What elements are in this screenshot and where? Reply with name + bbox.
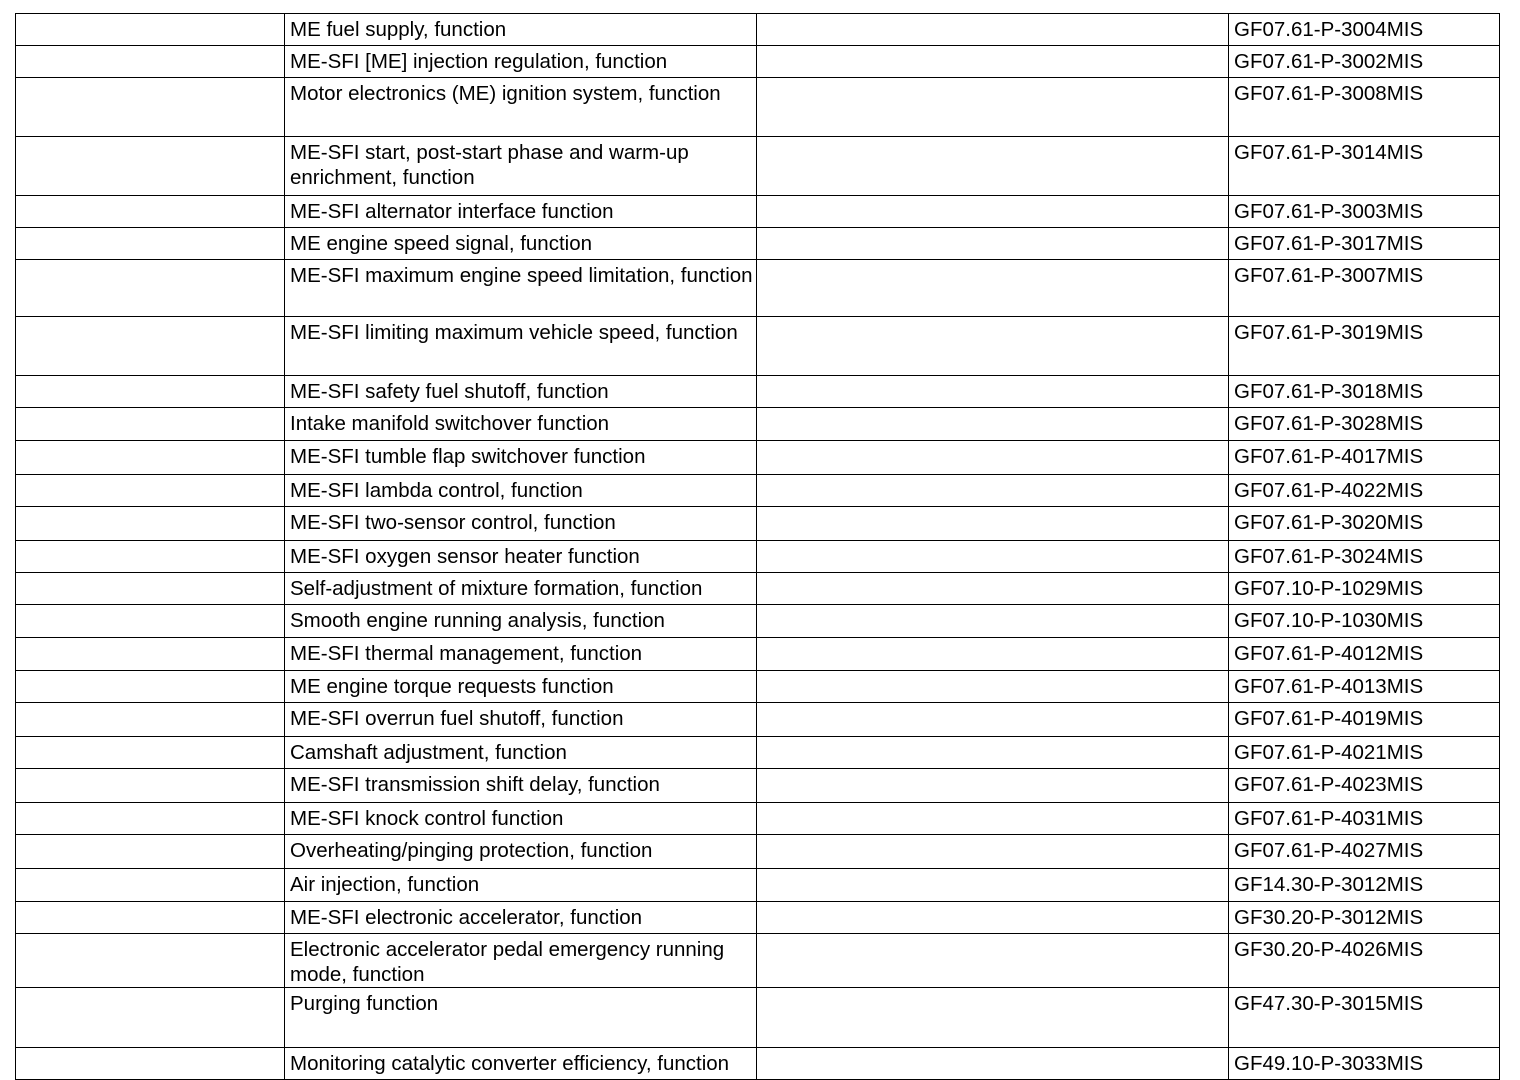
empty-cell-left	[16, 14, 285, 46]
function-description-cell: ME-SFI [ME] injection regulation, function	[285, 46, 757, 78]
document-reference-cell: GF07.61-P-3017MIS	[1229, 228, 1500, 260]
empty-cell-middle	[757, 441, 1229, 475]
function-description-cell: Self-adjustment of mixture formation, function	[285, 573, 757, 605]
table-row	[16, 703, 1500, 737]
document-reference-cell: GF07.61-P-3002MIS	[1229, 46, 1500, 78]
empty-cell-middle	[757, 541, 1229, 573]
document-reference-cell: GF07.61-P-4017MIS	[1229, 441, 1500, 475]
empty-cell-left	[16, 260, 285, 317]
empty-cell-left	[16, 638, 285, 671]
table-row	[16, 769, 1500, 803]
table-row	[16, 507, 1500, 541]
function-description-cell: Motor electronics (ME) ignition system, function	[285, 78, 757, 137]
table-row	[16, 441, 1500, 475]
function-description-cell: ME-SFI knock control function	[285, 803, 757, 835]
table-row	[16, 475, 1500, 507]
table-row	[16, 541, 1500, 573]
empty-cell-middle	[757, 14, 1229, 46]
table-row	[16, 408, 1500, 441]
table-row	[16, 376, 1500, 408]
empty-cell-middle	[757, 869, 1229, 902]
empty-cell-middle	[757, 196, 1229, 228]
document-reference-cell: GF07.61-P-4027MIS	[1229, 835, 1500, 869]
table-row	[16, 869, 1500, 902]
document-reference-cell: GF07.61-P-4022MIS	[1229, 475, 1500, 507]
document-reference-cell: GF07.61-P-3028MIS	[1229, 408, 1500, 441]
table-row	[16, 260, 1500, 317]
empty-cell-left	[16, 475, 285, 507]
table-body	[16, 14, 1500, 1080]
empty-cell-middle	[757, 46, 1229, 78]
empty-cell-left	[16, 835, 285, 869]
document-reference-cell: GF30.20-P-4026MIS	[1229, 934, 1500, 988]
function-description-cell: ME-SFI oxygen sensor heater function	[285, 541, 757, 573]
table-row	[16, 737, 1500, 769]
function-description-cell: ME engine speed signal, function	[285, 228, 757, 260]
empty-cell-middle	[757, 769, 1229, 803]
empty-cell-middle	[757, 737, 1229, 769]
function-description-cell: ME-SFI lambda control, function	[285, 475, 757, 507]
table-row	[16, 196, 1500, 228]
function-description-cell: ME-SFI thermal management, function	[285, 638, 757, 671]
empty-cell-middle	[757, 988, 1229, 1048]
empty-cell-left	[16, 737, 285, 769]
empty-cell-left	[16, 376, 285, 408]
document-reference-cell: GF07.61-P-3020MIS	[1229, 507, 1500, 541]
empty-cell-left	[16, 671, 285, 703]
table-row	[16, 934, 1500, 988]
function-description-cell: Purging function	[285, 988, 757, 1048]
function-description-cell: Smooth engine running analysis, function	[285, 605, 757, 638]
table-row	[16, 671, 1500, 703]
document-reference-cell: GF07.61-P-4019MIS	[1229, 703, 1500, 737]
empty-cell-middle	[757, 1048, 1229, 1080]
document-reference-cell: GF07.61-P-4012MIS	[1229, 638, 1500, 671]
document-reference-cell: GF07.61-P-3003MIS	[1229, 196, 1500, 228]
function-description-cell: ME-SFI overrun fuel shutoff, function	[285, 703, 757, 737]
document-reference-cell: GF07.61-P-4013MIS	[1229, 671, 1500, 703]
empty-cell-middle	[757, 475, 1229, 507]
table-row	[16, 1048, 1500, 1080]
table-row	[16, 902, 1500, 934]
document-reference-cell: GF07.61-P-3024MIS	[1229, 541, 1500, 573]
empty-cell-middle	[757, 934, 1229, 988]
empty-cell-left	[16, 605, 285, 638]
empty-cell-left	[16, 573, 285, 605]
table-row	[16, 835, 1500, 869]
empty-cell-middle	[757, 78, 1229, 137]
table-row	[16, 638, 1500, 671]
empty-cell-middle	[757, 137, 1229, 196]
empty-cell-middle	[757, 408, 1229, 441]
empty-cell-middle	[757, 507, 1229, 541]
empty-cell-left	[16, 769, 285, 803]
document-reference-cell: GF07.61-P-4023MIS	[1229, 769, 1500, 803]
empty-cell-middle	[757, 228, 1229, 260]
empty-cell-left	[16, 869, 285, 902]
document-reference-cell: GF14.30-P-3012MIS	[1229, 869, 1500, 902]
document-reference-cell: GF07.61-P-3004MIS	[1229, 14, 1500, 46]
function-description-cell: ME-SFI limiting maximum vehicle speed, function	[285, 317, 757, 376]
function-description-cell: Air injection, function	[285, 869, 757, 902]
empty-cell-middle	[757, 703, 1229, 737]
empty-cell-left	[16, 408, 285, 441]
table-row	[16, 317, 1500, 376]
table-row	[16, 137, 1500, 196]
empty-cell-left	[16, 196, 285, 228]
document-reference-cell: GF07.61-P-4021MIS	[1229, 737, 1500, 769]
empty-cell-middle	[757, 260, 1229, 317]
empty-cell-middle	[757, 605, 1229, 638]
function-description-cell: Electronic accelerator pedal emergency running mode, function	[285, 934, 757, 988]
table-row	[16, 605, 1500, 638]
empty-cell-left	[16, 441, 285, 475]
function-description-cell: Camshaft adjustment, function	[285, 737, 757, 769]
empty-cell-middle	[757, 835, 1229, 869]
table-row	[16, 78, 1500, 137]
table-row	[16, 14, 1500, 46]
table-row	[16, 988, 1500, 1048]
empty-cell-left	[16, 541, 285, 573]
table-row	[16, 803, 1500, 835]
empty-cell-left	[16, 703, 285, 737]
empty-cell-left	[16, 934, 285, 988]
document-reference-cell: GF07.61-P-3014MIS	[1229, 137, 1500, 196]
empty-cell-left	[16, 803, 285, 835]
empty-cell-left	[16, 78, 285, 137]
function-description-cell: ME-SFI maximum engine speed limitation, function	[285, 260, 757, 317]
function-description-cell: ME engine torque requests function	[285, 671, 757, 703]
empty-cell-middle	[757, 573, 1229, 605]
function-description-cell: Overheating/pinging protection, function	[285, 835, 757, 869]
function-description-cell: ME-SFI tumble flap switchover function	[285, 441, 757, 475]
function-reference-table	[15, 13, 1500, 1080]
table-row	[16, 228, 1500, 260]
empty-cell-middle	[757, 671, 1229, 703]
document-reference-cell: GF07.61-P-4031MIS	[1229, 803, 1500, 835]
function-description-cell: ME-SFI transmission shift delay, function	[285, 769, 757, 803]
table-row	[16, 573, 1500, 605]
document-reference-cell: GF07.61-P-3019MIS	[1229, 317, 1500, 376]
empty-cell-left	[16, 228, 285, 260]
empty-cell-middle	[757, 376, 1229, 408]
empty-cell-middle	[757, 317, 1229, 376]
function-description-cell: ME-SFI alternator interface function	[285, 196, 757, 228]
document-reference-cell: GF49.10-P-3033MIS	[1229, 1048, 1500, 1080]
empty-cell-middle	[757, 902, 1229, 934]
empty-cell-left	[16, 137, 285, 196]
function-description-cell: ME-SFI safety fuel shutoff, function	[285, 376, 757, 408]
empty-cell-middle	[757, 638, 1229, 671]
function-description-cell: ME-SFI electronic accelerator, function	[285, 902, 757, 934]
function-description-cell: ME-SFI start, post-start phase and warm-up enrichment, function	[285, 137, 757, 196]
table-row	[16, 46, 1500, 78]
empty-cell-left	[16, 46, 285, 78]
document-reference-cell: GF07.10-P-1030MIS	[1229, 605, 1500, 638]
empty-cell-left	[16, 1048, 285, 1080]
function-description-cell: ME-SFI two-sensor control, function	[285, 507, 757, 541]
document-reference-cell: GF30.20-P-3012MIS	[1229, 902, 1500, 934]
function-description-cell: ME fuel supply, function	[285, 14, 757, 46]
empty-cell-left	[16, 988, 285, 1048]
empty-cell-middle	[757, 803, 1229, 835]
document-reference-cell: GF07.10-P-1029MIS	[1229, 573, 1500, 605]
document-reference-cell: GF47.30-P-3015MIS	[1229, 988, 1500, 1048]
function-description-cell: Monitoring catalytic converter efficiency, function	[285, 1048, 757, 1080]
empty-cell-left	[16, 507, 285, 541]
document-reference-cell: GF07.61-P-3018MIS	[1229, 376, 1500, 408]
empty-cell-left	[16, 317, 285, 376]
document-reference-cell: GF07.61-P-3008MIS	[1229, 78, 1500, 137]
document-reference-cell: GF07.61-P-3007MIS	[1229, 260, 1500, 317]
function-description-cell: Intake manifold switchover function	[285, 408, 757, 441]
empty-cell-left	[16, 902, 285, 934]
